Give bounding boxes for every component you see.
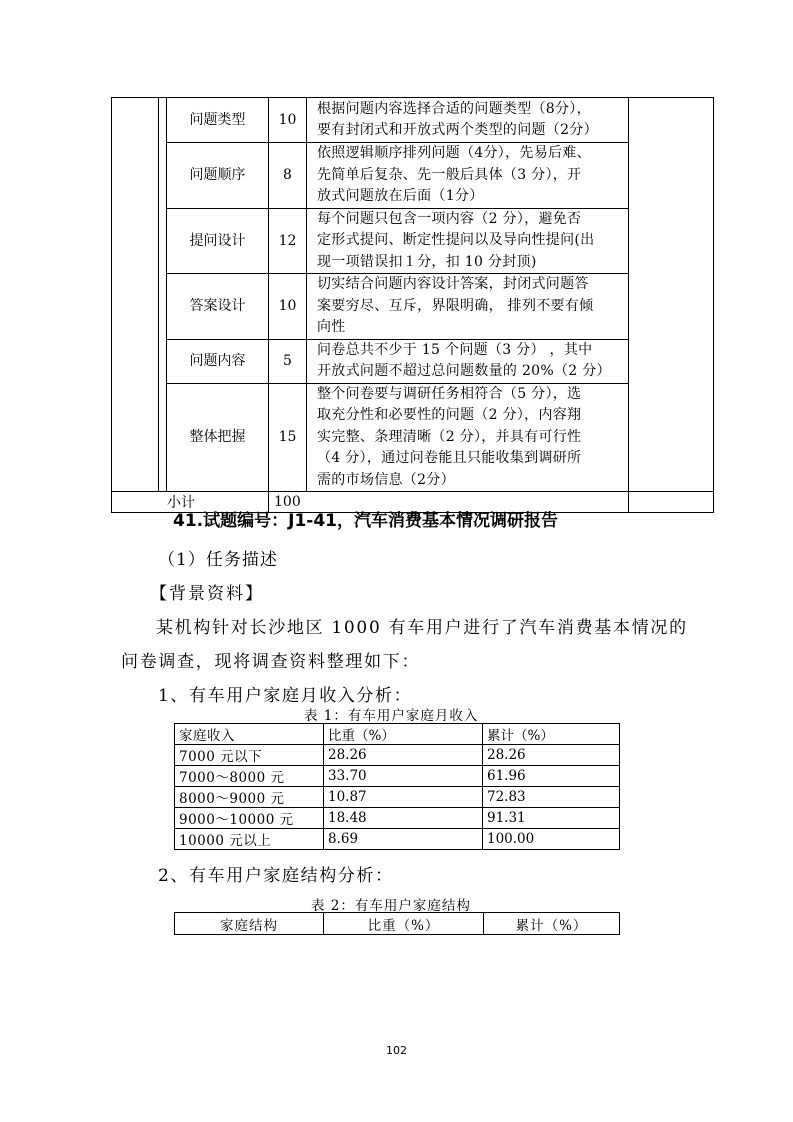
table-header-row (175, 913, 620, 935)
header-cell: 比重（%） (324, 724, 483, 745)
criteria-category: 问题类型 (167, 98, 269, 143)
table-cell: 10.87 (324, 787, 483, 808)
table-cell: 9000～10000 元 (175, 808, 324, 829)
criteria-score: 5 (269, 339, 307, 383)
table-cell: 91.31 (483, 808, 620, 829)
paragraph-line: 问卷调查，现将调查资料整理如下： (121, 652, 421, 672)
blank-cell (112, 98, 159, 492)
criteria-category: 问题内容 (167, 339, 269, 383)
criteria-description: 切实结合问题内容设计答案，封闭式问题答 案要穷尽、互斥，界限明确， 排列不要有倾 向性 (307, 274, 629, 340)
criteria-score: 15 (269, 383, 307, 492)
table-cell: 8000～9000 元 (175, 787, 324, 808)
blank-cell (629, 98, 714, 492)
criteria-row (112, 98, 714, 143)
table-cell: 7000 元以下 (175, 745, 324, 766)
table-cell: 72.83 (483, 787, 620, 808)
table-row (175, 829, 620, 850)
table-row (175, 745, 620, 766)
criteria-row (112, 274, 714, 340)
table-cell: 28.26 (324, 745, 483, 766)
table-cell: 18.48 (324, 808, 483, 829)
table-header-row (175, 724, 620, 745)
criteria-category: 问题顺序 (167, 143, 269, 209)
table-cell: 8.69 (324, 829, 483, 850)
table-cell: 61.96 (483, 766, 620, 787)
income-table (174, 723, 620, 850)
table-cell: 10000 元以上 (175, 829, 324, 850)
table-row (175, 787, 620, 808)
table-row (175, 766, 620, 787)
criteria-row (112, 208, 714, 274)
header-cell: 累计（%） (484, 913, 620, 935)
criteria-score: 10 (269, 98, 307, 143)
total-label: 小计 (112, 492, 269, 513)
criteria-category: 答案设计 (167, 274, 269, 340)
task-description-label: （1）任务描述 (158, 550, 278, 570)
blank-cell (629, 492, 714, 513)
criteria-score: 8 (269, 143, 307, 209)
section-item-2: 2、有车用户家庭结构分析： (158, 866, 394, 886)
criteria-row (112, 143, 714, 209)
criteria-category: 整体把握 (167, 383, 269, 492)
scoring-criteria-table (111, 97, 714, 513)
criteria-category: 提问设计 (167, 208, 269, 274)
table-row (175, 808, 620, 829)
table-cell: 7000～8000 元 (175, 766, 324, 787)
paragraph-line: 某机构针对长沙地区 1000 有车用户进行了汽车消费基本情况的 (156, 618, 688, 638)
blank-cell (159, 98, 167, 492)
criteria-row (112, 383, 714, 492)
question-heading: 41.试题编号：J1-41，汽车消费基本情况调研报告 (173, 511, 558, 531)
total-score: 100 (269, 492, 629, 513)
table2-caption: 表 2：有车用户家庭结构 (311, 898, 471, 914)
background-label: 【背景资料】 (150, 584, 264, 604)
criteria-description: 每个问题只包含一项内容（2 分），避免否 定形式提问、断定性提问以及导向性提问(出 现一项错误扣１分，扣 10 分封顶) (307, 208, 629, 274)
family-structure-table (174, 912, 620, 935)
criteria-description: 根据问题内容选择合适的问题类型（8分）， 要有封闭式和开放式两个类型的问题（2分） (307, 98, 629, 143)
criteria-row (112, 339, 714, 383)
table-cell: 100.00 (483, 829, 620, 850)
criteria-description: 依照逻辑顺序排列问题（4分），先易后难、 先简单后复杂、先一般后具体（3 分），开 放式问题放在后面（1分） (307, 143, 629, 209)
criteria-score: 10 (269, 274, 307, 340)
table1-caption: 表 1：有车用户家庭月收入 (304, 708, 479, 724)
header-cell: 比重（%） (324, 913, 484, 935)
header-cell: 家庭收入 (175, 724, 324, 745)
table-cell: 33.70 (324, 766, 483, 787)
criteria-description: 整个问卷要与调研任务相符合（5 分），选 取充分性和必要性的问题（2 分），内容翔 实完整、条理清晰（2 分），并具有可行性 （4 分），通过问卷能且只能收集到调研所 需的市场信息（2分） (307, 383, 629, 492)
header-cell: 家庭结构 (175, 913, 324, 935)
table-cell: 28.26 (483, 745, 620, 766)
section-item-1: 1、有车用户家庭月收入分析： (158, 686, 413, 706)
criteria-score: 12 (269, 208, 307, 274)
header-cell: 累计（%） (483, 724, 620, 745)
criteria-description: 问卷总共不少于 15 个问题（3 分） ，其中 开放式问题不超过总问题数量的 20%（2 分） (307, 339, 629, 383)
page-number: 102 (386, 1044, 407, 1057)
